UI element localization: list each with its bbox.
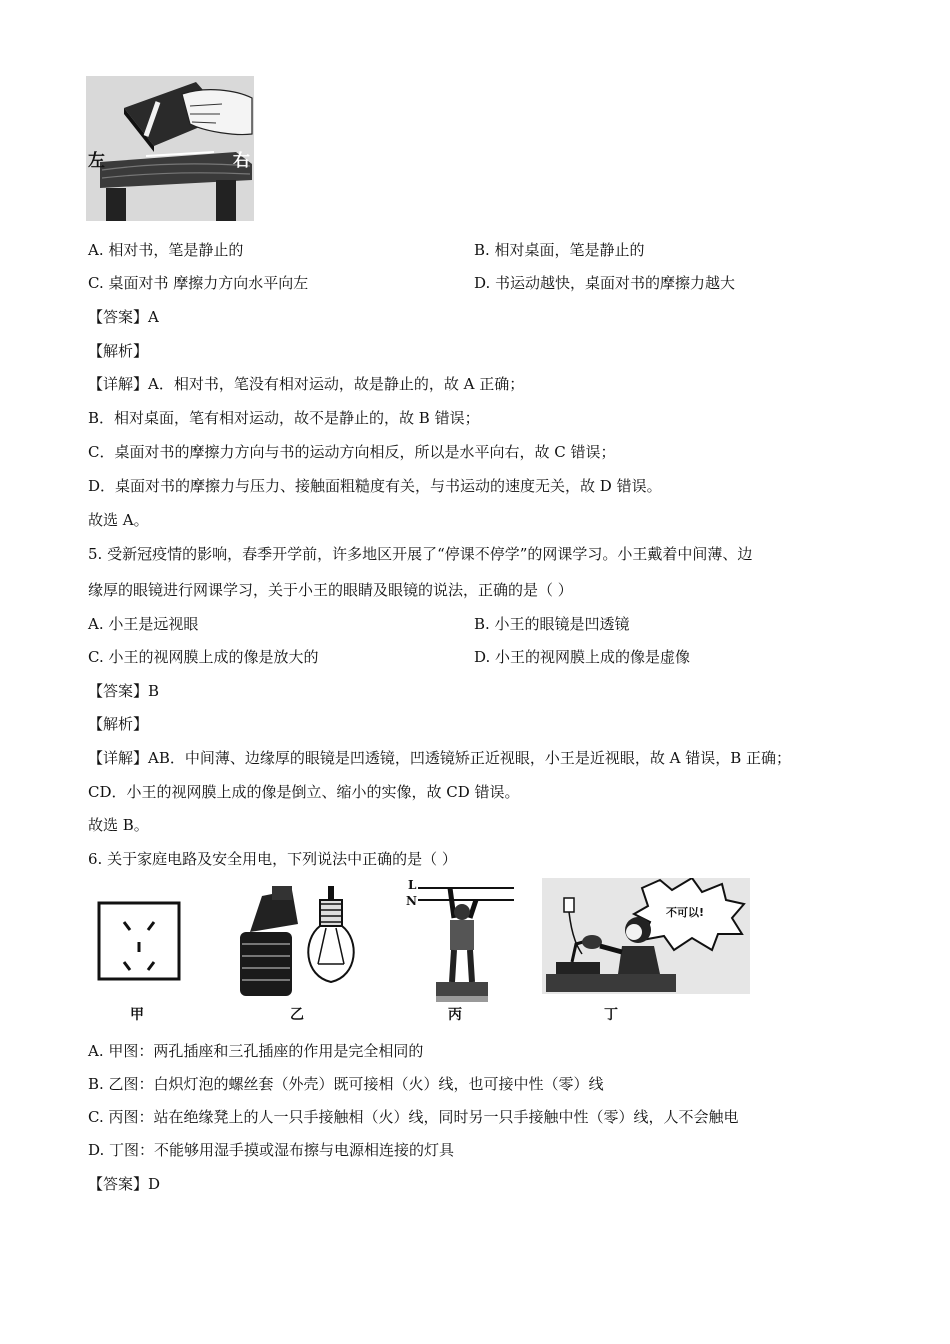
socket-drawing [96, 900, 184, 984]
left-label: 左 [88, 151, 105, 171]
q5-detail-2: CD．小王的视网膜上成的像是倒立、缩小的实像，故 CD 错误。 [88, 783, 520, 801]
wire-label-l: L [408, 878, 417, 892]
q4-conclusion: 故选 A。 [88, 511, 149, 529]
q6-stem: 6. 关于家庭电路及安全用电，下列说法中正确的是（ ） [88, 850, 457, 868]
caption-ding: 丁 [604, 1007, 618, 1023]
q6-option-d: D. 丁图：不能够用湿手摸或湿布擦与电源相连接的灯具 [88, 1141, 455, 1159]
bulb-drawing [232, 884, 382, 1014]
caption-yi: 乙 [290, 1007, 304, 1023]
book-desk-figure [86, 76, 254, 221]
q4-detail-4: D．桌面对书的摩擦力与压力、接触面粗糙度有关，与书运动的速度无关，故 D 错误。 [88, 477, 662, 495]
q5-detail-1: 【详解】AB．中间薄、边缘厚的眼镜是凹透镜，凹透镜矫正近视眼，小王是近视眼，故 A 错误，B 正确； [88, 749, 792, 767]
q6-answer: 【答案】D [88, 1175, 161, 1193]
q4-option-a: A. 相对书，笔是静止的 [88, 241, 244, 259]
q4-detail-3: C．桌面对书的摩擦力方向与书的运动方向相反，所以是水平向右，故 C 错误； [88, 443, 616, 461]
q6-option-c: C. 丙图：站在绝缘凳上的人一只手接触相（火）线，同时另一只手接触中性（零）线，人不会触电 [88, 1108, 739, 1126]
caption-bing: 丙 [448, 1007, 462, 1023]
q4-option-b: B. 相对桌面，笔是静止的 [474, 241, 645, 259]
figure-jia-socket [96, 900, 184, 984]
q6-option-a: A. 甲图：两孔插座和三孔插座的作用是完全相同的 [88, 1042, 424, 1060]
book-desk-drawing [86, 76, 254, 221]
q5-option-d: D. 小王的视网膜上成的像是虚像 [474, 648, 691, 666]
q5-option-a: A. 小王是远视眼 [88, 615, 199, 633]
figure-ding-lamp [542, 878, 750, 994]
q4-analysis-heading: 【解析】 [88, 342, 149, 360]
q5-stem-line1: 5. 受新冠疫情的影响，春季开学前，许多地区开展了“停课不停学”的网课学习。小王戴着中间薄、边 [88, 545, 753, 563]
figure-bing-person [404, 878, 516, 1006]
wire-label-n: N [406, 894, 417, 908]
caption-jia: 甲 [130, 1007, 144, 1023]
figure-yi-bulb [232, 884, 382, 1014]
person-wires-drawing [404, 878, 516, 1006]
q4-option-c: C. 桌面对书 摩擦力方向水平向左 [88, 274, 309, 292]
q6-option-b: B. 乙图：白炽灯泡的螺丝套（外壳）既可接相（火）线，也可接中性（零）线 [88, 1075, 604, 1093]
right-label: 右 [233, 151, 250, 171]
q5-answer: 【答案】B [88, 682, 160, 700]
q4-detail-2: B．相对桌面，笔有相对运动，故不是静止的，故 B 错误； [88, 409, 480, 427]
q4-detail-1: 【详解】A．相对书，笔没有相对运动，故是静止的，故 A 正确； [88, 375, 525, 393]
lamp-woman-drawing [542, 878, 750, 994]
q4-answer: 【答案】A [88, 308, 159, 326]
q5-option-c: C. 小王的视网膜上成的像是放大的 [88, 648, 319, 666]
q5-stem-line2: 缘厚的眼镜进行网课学习，关于小王的眼睛及眼镜的说法，正确的是（ ） [88, 581, 573, 599]
speech-bubble-text: 不可以! [666, 906, 705, 919]
q5-analysis-heading: 【解析】 [88, 715, 149, 733]
q4-option-d: D. 书运动越快，桌面对书的摩擦力越大 [474, 274, 736, 292]
q5-option-b: B. 小王的眼镜是凹透镜 [474, 615, 630, 633]
q5-conclusion: 故选 B。 [88, 816, 149, 834]
